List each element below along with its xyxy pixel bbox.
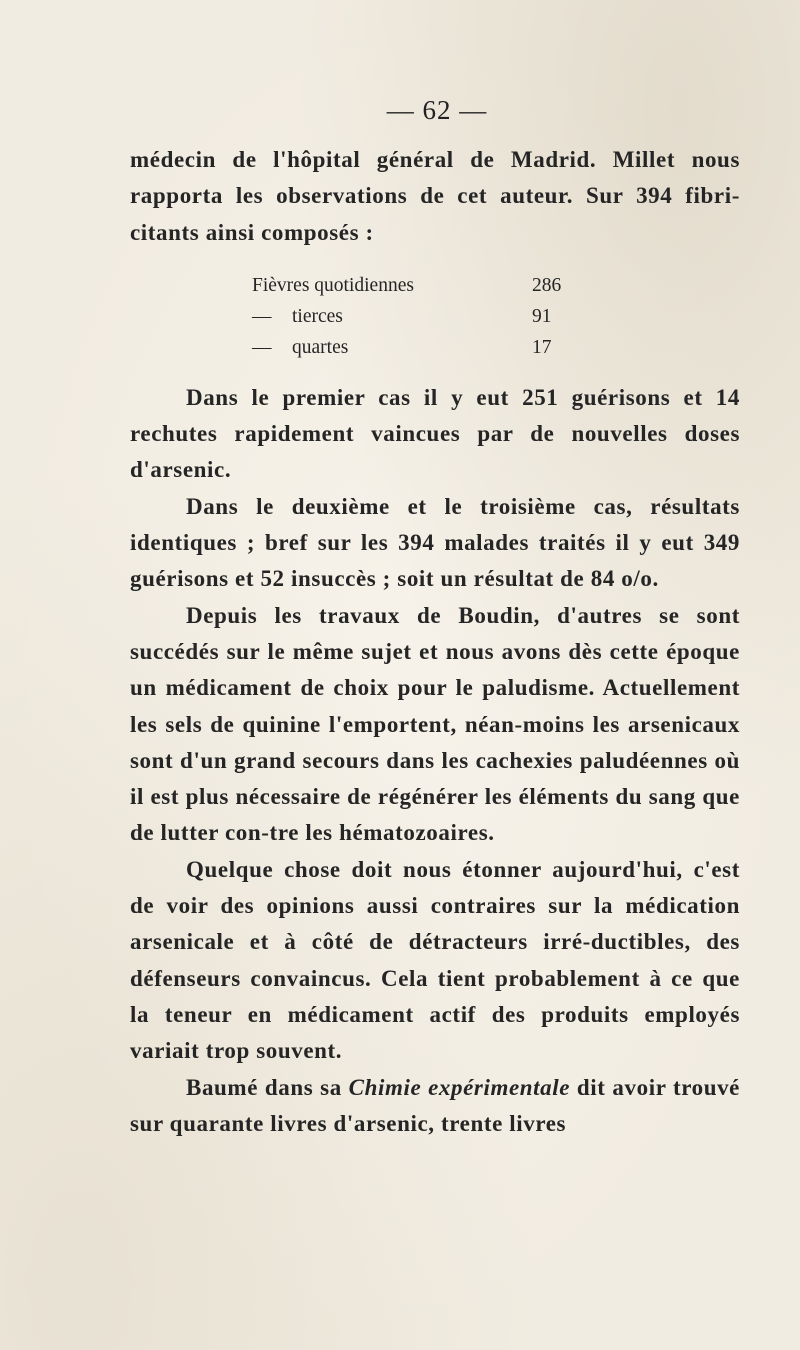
fever-prefix: —: [252, 305, 272, 327]
paragraph: Quelque chose doit nous étonner aujourd'hui, c'est de voir des opinions aussi contraires sur la médication arsenicale et à côté de détracteurs irré-ductibles, des défenseurs convaincus. Cela tient probablement à ce que la teneur en médicament actif des produits employés variait trop souvent.: [130, 856, 740, 1064]
fever-label: quartes: [292, 336, 349, 358]
last-paragraph-after: dit avoir trouvé sur quarante livres d'arsenic, trente livres: [130, 1074, 740, 1136]
last-paragraph-before: Baumé dans sa: [186, 1074, 349, 1100]
page-number: — 62 —: [386, 95, 488, 125]
fever-count: 91: [532, 305, 552, 327]
fever-table: [252, 270, 740, 363]
last-paragraph: [130, 1070, 740, 1143]
fever-prefix: —: [252, 336, 272, 358]
paragraph: Depuis les travaux de Boudin, d'autres se sont succédés sur le même sujet et nous avons dès cette époque un médicament de choix pour le paludisme. Actuellement les sels de quinine l'emportent, néan-moins les arsenicaux sont d'un grand secours dans les cachexies paludéennes où il est plus nécessaire de régénérer les éléments du sang que de lutter con-tre les hématozoaires.: [130, 602, 740, 846]
fever-row: [252, 301, 740, 332]
fever-label: tierces: [292, 305, 343, 327]
fever-count: 17: [532, 336, 552, 358]
paragraph: Dans le deuxième et le troisième cas, résultats identiques ; bref sur les 394 malades traités il y eut 349 guérisons et 52 insuccès ; soit un résultat de 84 o/o.: [130, 493, 740, 592]
fever-count: 286: [532, 274, 562, 296]
fever-label: Fièvres quotidiennes: [252, 274, 414, 296]
book-title: Chimie expérimentale: [348, 1074, 571, 1100]
fever-row: [252, 270, 740, 301]
book-page: [130, 95, 740, 1142]
fever-row: [252, 332, 740, 363]
paragraph: Dans le premier cas il y eut 251 guérisons et 14 rechutes rapidement vaincues par de nouvelles doses d'arsenic.: [130, 384, 740, 483]
intro-paragraph: médecin de l'hôpital général de Madrid. Millet nous rapporta les observations de cet auteur. Sur 394 fibri-citants ainsi composés :: [130, 147, 740, 245]
